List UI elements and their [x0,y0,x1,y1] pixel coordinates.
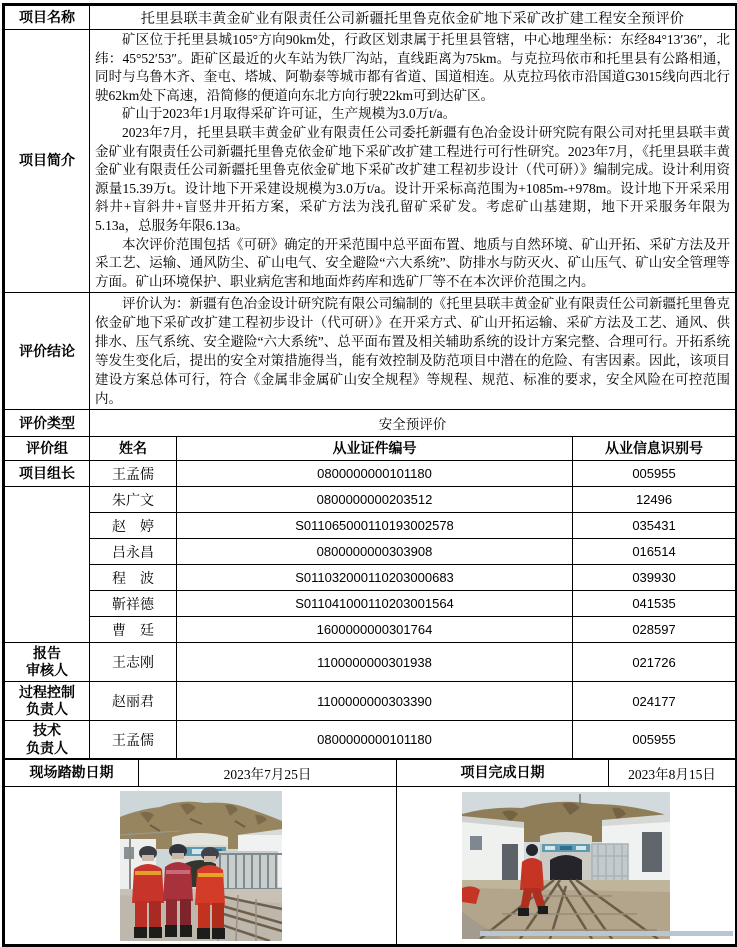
conclusion-paragraph: 评价认为：新疆有色冶金设计研究院有限公司编制的《托里县联丰黄金矿业有限责任公司新疆托里鲁克依金矿地下采矿改扩建工程初步设计（代可研）》在开采方式、矿山开拓运输、采矿方法及工艺、通风、供排水、压气系统、安全避险“六大系统”、总平面布置及相关辅助系统的设计方案完整、合理可行。开拓系统等发生变化后，提出的安全对策措施得当，能有效控制及防范项目中潜在的危险、有害因素。因此，该项目建设方案总体可行，符合《金属非金属矿山安全规程》等规程、规范、标准的要求，安全风险在可控范围内。 [95,296,731,407]
site-photo-left-cell [4,787,397,946]
member-name: 曹 廷 [90,617,177,643]
member-cert: S011065000110193002578 [177,513,573,539]
conclusion-row [4,293,737,410]
site-photo-left [120,791,282,941]
survey-date-value: 2023年7月25日 [139,759,397,787]
role-id: 005955 [573,721,737,759]
role-label-line1: 技术 [33,722,61,739]
member-cert: 0800000000101180 [177,461,573,487]
col-header-cert: 从业证件编号 [177,437,573,461]
role-name: 王孟儒 [90,721,177,759]
role-label [4,682,90,721]
member-row [4,513,737,539]
member-cert: 1600000000301764 [177,617,573,643]
evaluation-form-table [2,3,737,947]
member-id: 028597 [573,617,737,643]
intro-paragraph: 2023年7月，托里县联丰黄金矿业有限责任公司委托新疆有色冶金设计研究院有限公司对托里县联丰黄金矿业有限责任公司新疆托里鲁克依金矿地下采矿改扩建工程进行可行性研究。2023年7月，《托里县联丰黄金矿业有限责任公司新疆托里鲁克依金矿地下采矿改扩建工程初步设计（代可研）》编制完成。设计利用资源量15.39万t。设计地下开采建设规模为3.0万t/a。设计开采标高范围为+1085m-+978m。设计地下开采采用斜井+盲斜井+盲竖井开拓方案，采矿方法为浅孔留矿采矿发。考虑矿山基建期，地下开采服务年限为5.13a，总服务年限6.13a。 [95,124,731,233]
role-label [4,643,90,682]
role-label-line2: 审核人 [26,662,68,679]
member-cert: S011041000110203001564 [177,591,573,617]
col-header-name: 姓名 [90,437,177,461]
intro-paragraph: 矿山于2023年1月取得采矿许可证，生产规模为3.0万t/a。 [122,106,457,122]
survey-date-label: 现场踏勘日期 [4,759,139,787]
leader-label: 项目组长 [4,461,90,487]
completion-date-value: 2023年8月15日 [609,759,737,787]
member-id: 039930 [573,565,737,591]
role-cert: 1100000000301938 [177,643,573,682]
member-row [4,565,737,591]
dates-row [4,759,737,787]
member-id: 12496 [573,487,737,513]
project-name-row [4,5,737,30]
role-row-report-reviewer [4,643,737,682]
team-group-label: 评价组 [4,437,90,461]
role-label-line1: 报告 [33,644,61,661]
member-cert: 0800000000203512 [177,487,573,513]
eval-type-label: 评价类型 [4,410,90,437]
project-name-value: 托里县联丰黄金矿业有限责任公司新疆托里鲁克依金矿地下采矿改扩建工程安全预评价 [90,5,737,30]
team-header-row [4,437,737,461]
member-id: 016514 [573,539,737,565]
member-id: 005955 [573,461,737,487]
role-label [4,721,90,759]
project-intro-row [4,30,737,293]
role-id: 024177 [573,682,737,721]
role-label-line2: 负责人 [26,701,68,718]
member-name: 吕永昌 [90,539,177,565]
conclusion-label: 评价结论 [4,293,90,410]
member-row [4,617,737,643]
role-id: 021726 [573,643,737,682]
intro-paragraph: 矿区位于托里县城105°方向90km处，行政区划隶属于托里县管辖，中心地理坐标：东经84°13′36″，北纬：45°52′53″。距矿区最近的火车站为铁厂沟站，直线距离为75km。与克拉玛依市和托里县有公路相通，同时与乌鲁木齐、奎屯、塔城、阿勒泰等城市都有省道、国道相连。从克拉玛依市沿国道G3015线向西北行驶62km处下高速，沿简修的便道向东北方向行驶22km可到达矿区。 [95,32,731,103]
role-name: 赵丽君 [90,682,177,721]
completion-date-label: 项目完成日期 [397,759,609,787]
project-intro-label: 项目简介 [4,30,90,293]
member-row [4,591,737,617]
member-name: 靳祥德 [90,591,177,617]
role-row-process-control [4,682,737,721]
member-row [4,461,737,487]
member-row [4,487,737,513]
conclusion-text [90,293,737,410]
role-row-technical-lead [4,721,737,759]
member-row [4,539,737,565]
intro-paragraph: 本次评价范围包括《可研》确定的开采范围中总平面布置、地质与自然环境、矿山开拓、采矿方法及开采工艺、运输、通风防尘、矿山电气、安全避险“六大系统”、防排水与防灭火、矿山压气、矿山安全管理等方面。矿山环境保护、职业病危害和地面炸药库和选矿厂等不在本次评价范围之内。 [95,236,731,289]
col-header-id: 从业信息识别号 [573,437,737,461]
project-intro-text [90,30,737,293]
role-label-line2: 负责人 [26,739,68,756]
team-label-empty-cell [4,487,90,643]
member-id: 041535 [573,591,737,617]
photos-row [4,787,737,946]
eval-type-row [4,410,737,437]
member-id: 035431 [573,513,737,539]
member-name: 王孟儒 [90,461,177,487]
eval-type-value: 安全预评价 [90,410,737,437]
member-cert: S011032000110203000683 [177,565,573,591]
role-name: 王志刚 [90,643,177,682]
member-name: 程 波 [90,565,177,591]
site-photo-right [462,792,670,939]
member-name: 赵 婷 [90,513,177,539]
member-name: 朱广文 [90,487,177,513]
project-name-label: 项目名称 [4,5,90,30]
role-cert: 1100000000303390 [177,682,573,721]
member-cert: 0800000000303908 [177,539,573,565]
site-photo-right-cell [397,787,737,946]
role-cert: 0800000000101180 [177,721,573,759]
role-label-line1: 过程控制 [19,683,75,700]
